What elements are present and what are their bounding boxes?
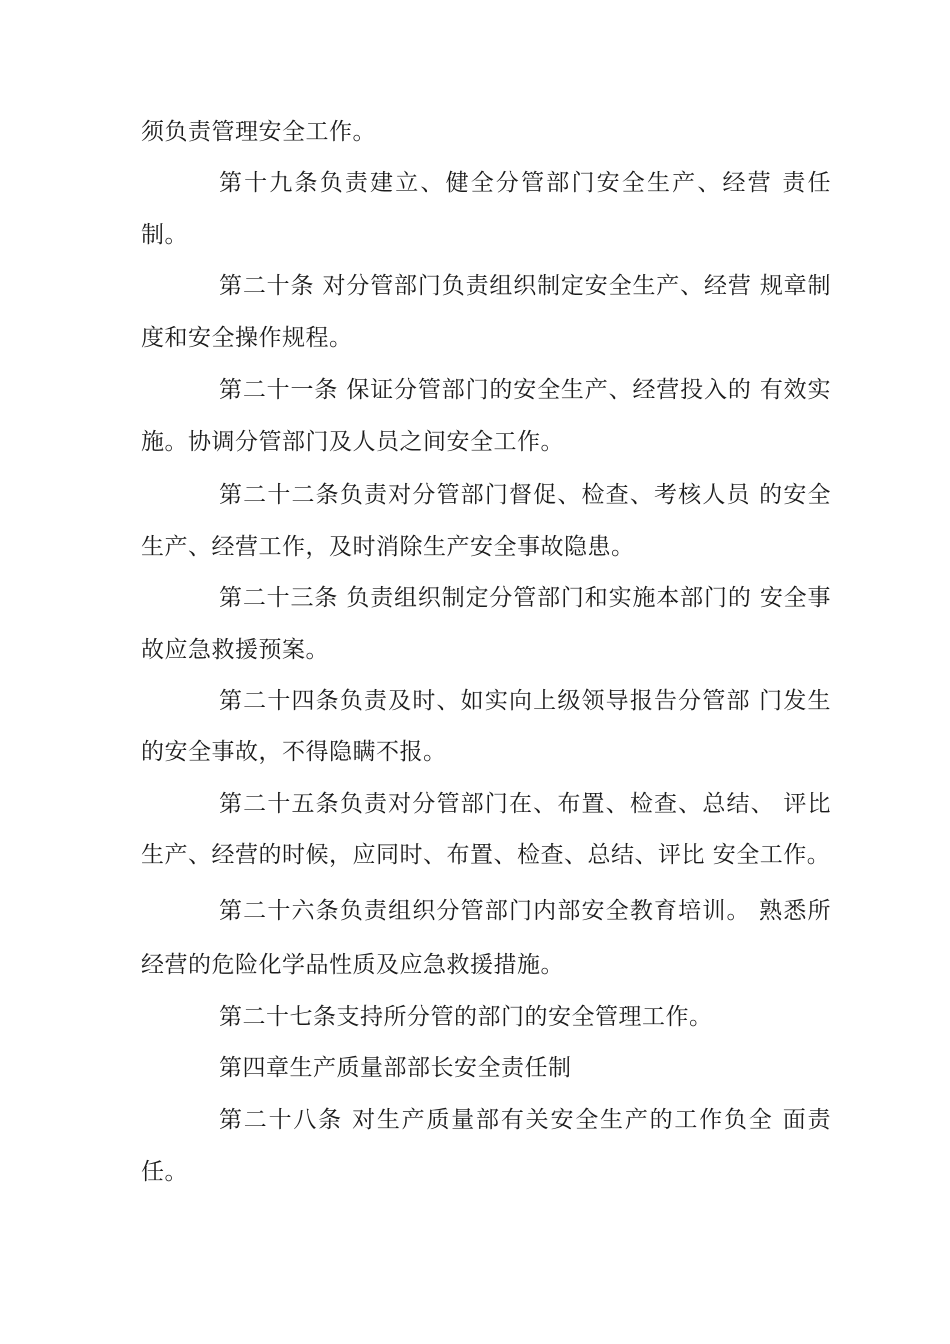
text-line: 制。 bbox=[141, 222, 188, 248]
article-24-line: 第二十四条负责及时、如实向上级领导报告分管部 门发生 bbox=[219, 688, 831, 714]
text-line: 故应急救援预案。 bbox=[141, 637, 329, 663]
article-22-line: 第二十二条负责对分管部门督促、检查、考核人员 的安全 bbox=[219, 482, 831, 508]
chapter-heading: 第四章生产质量部部长安全责任制 bbox=[219, 1055, 572, 1081]
text-line: 任。 bbox=[141, 1159, 188, 1185]
article-21-line: 第二十一条 保证分管部门的安全生产、经营投入的 有效实 bbox=[219, 377, 831, 403]
text-line: 的安全事故，不得隐瞒不报。 bbox=[141, 739, 447, 765]
article-25-line: 第二十五条负责对分管部门在、布置、检查、总结、 评比 bbox=[219, 791, 831, 817]
text-line: 生产、经营工作，及时消除生产安全事故隐患。 bbox=[141, 534, 635, 560]
article-19-line: 第十九条负责建立、健全分管部门安全生产、经营 责任 bbox=[219, 170, 831, 196]
text-line: 生产、经营的时候，应同时、布置、检查、总结、评比 安全工作。 bbox=[141, 842, 831, 868]
article-26-line: 第二十六条负责组织分管部门内部安全教育培训。 熟悉所 bbox=[219, 898, 831, 924]
article-28-line: 第二十八条 对生产质量部有关安全生产的工作负全 面责 bbox=[219, 1107, 831, 1133]
text-line: 须负责管理安全工作。 bbox=[141, 119, 376, 145]
text-line: 度和安全操作规程。 bbox=[141, 325, 353, 351]
text-line: 施。协调分管部门及人员之间安全工作。 bbox=[141, 429, 564, 455]
text-line: 经营的危险化学品性质及应急救援措施。 bbox=[141, 952, 564, 978]
article-23-line: 第二十三条 负责组织制定分管部门和实施本部门的 安全事 bbox=[219, 585, 831, 611]
article-20-line: 第二十条 对分管部门负责组织制定安全生产、经营 规章制 bbox=[219, 273, 831, 299]
article-27-line: 第二十七条支持所分管的部门的安全管理工作。 bbox=[219, 1004, 713, 1030]
